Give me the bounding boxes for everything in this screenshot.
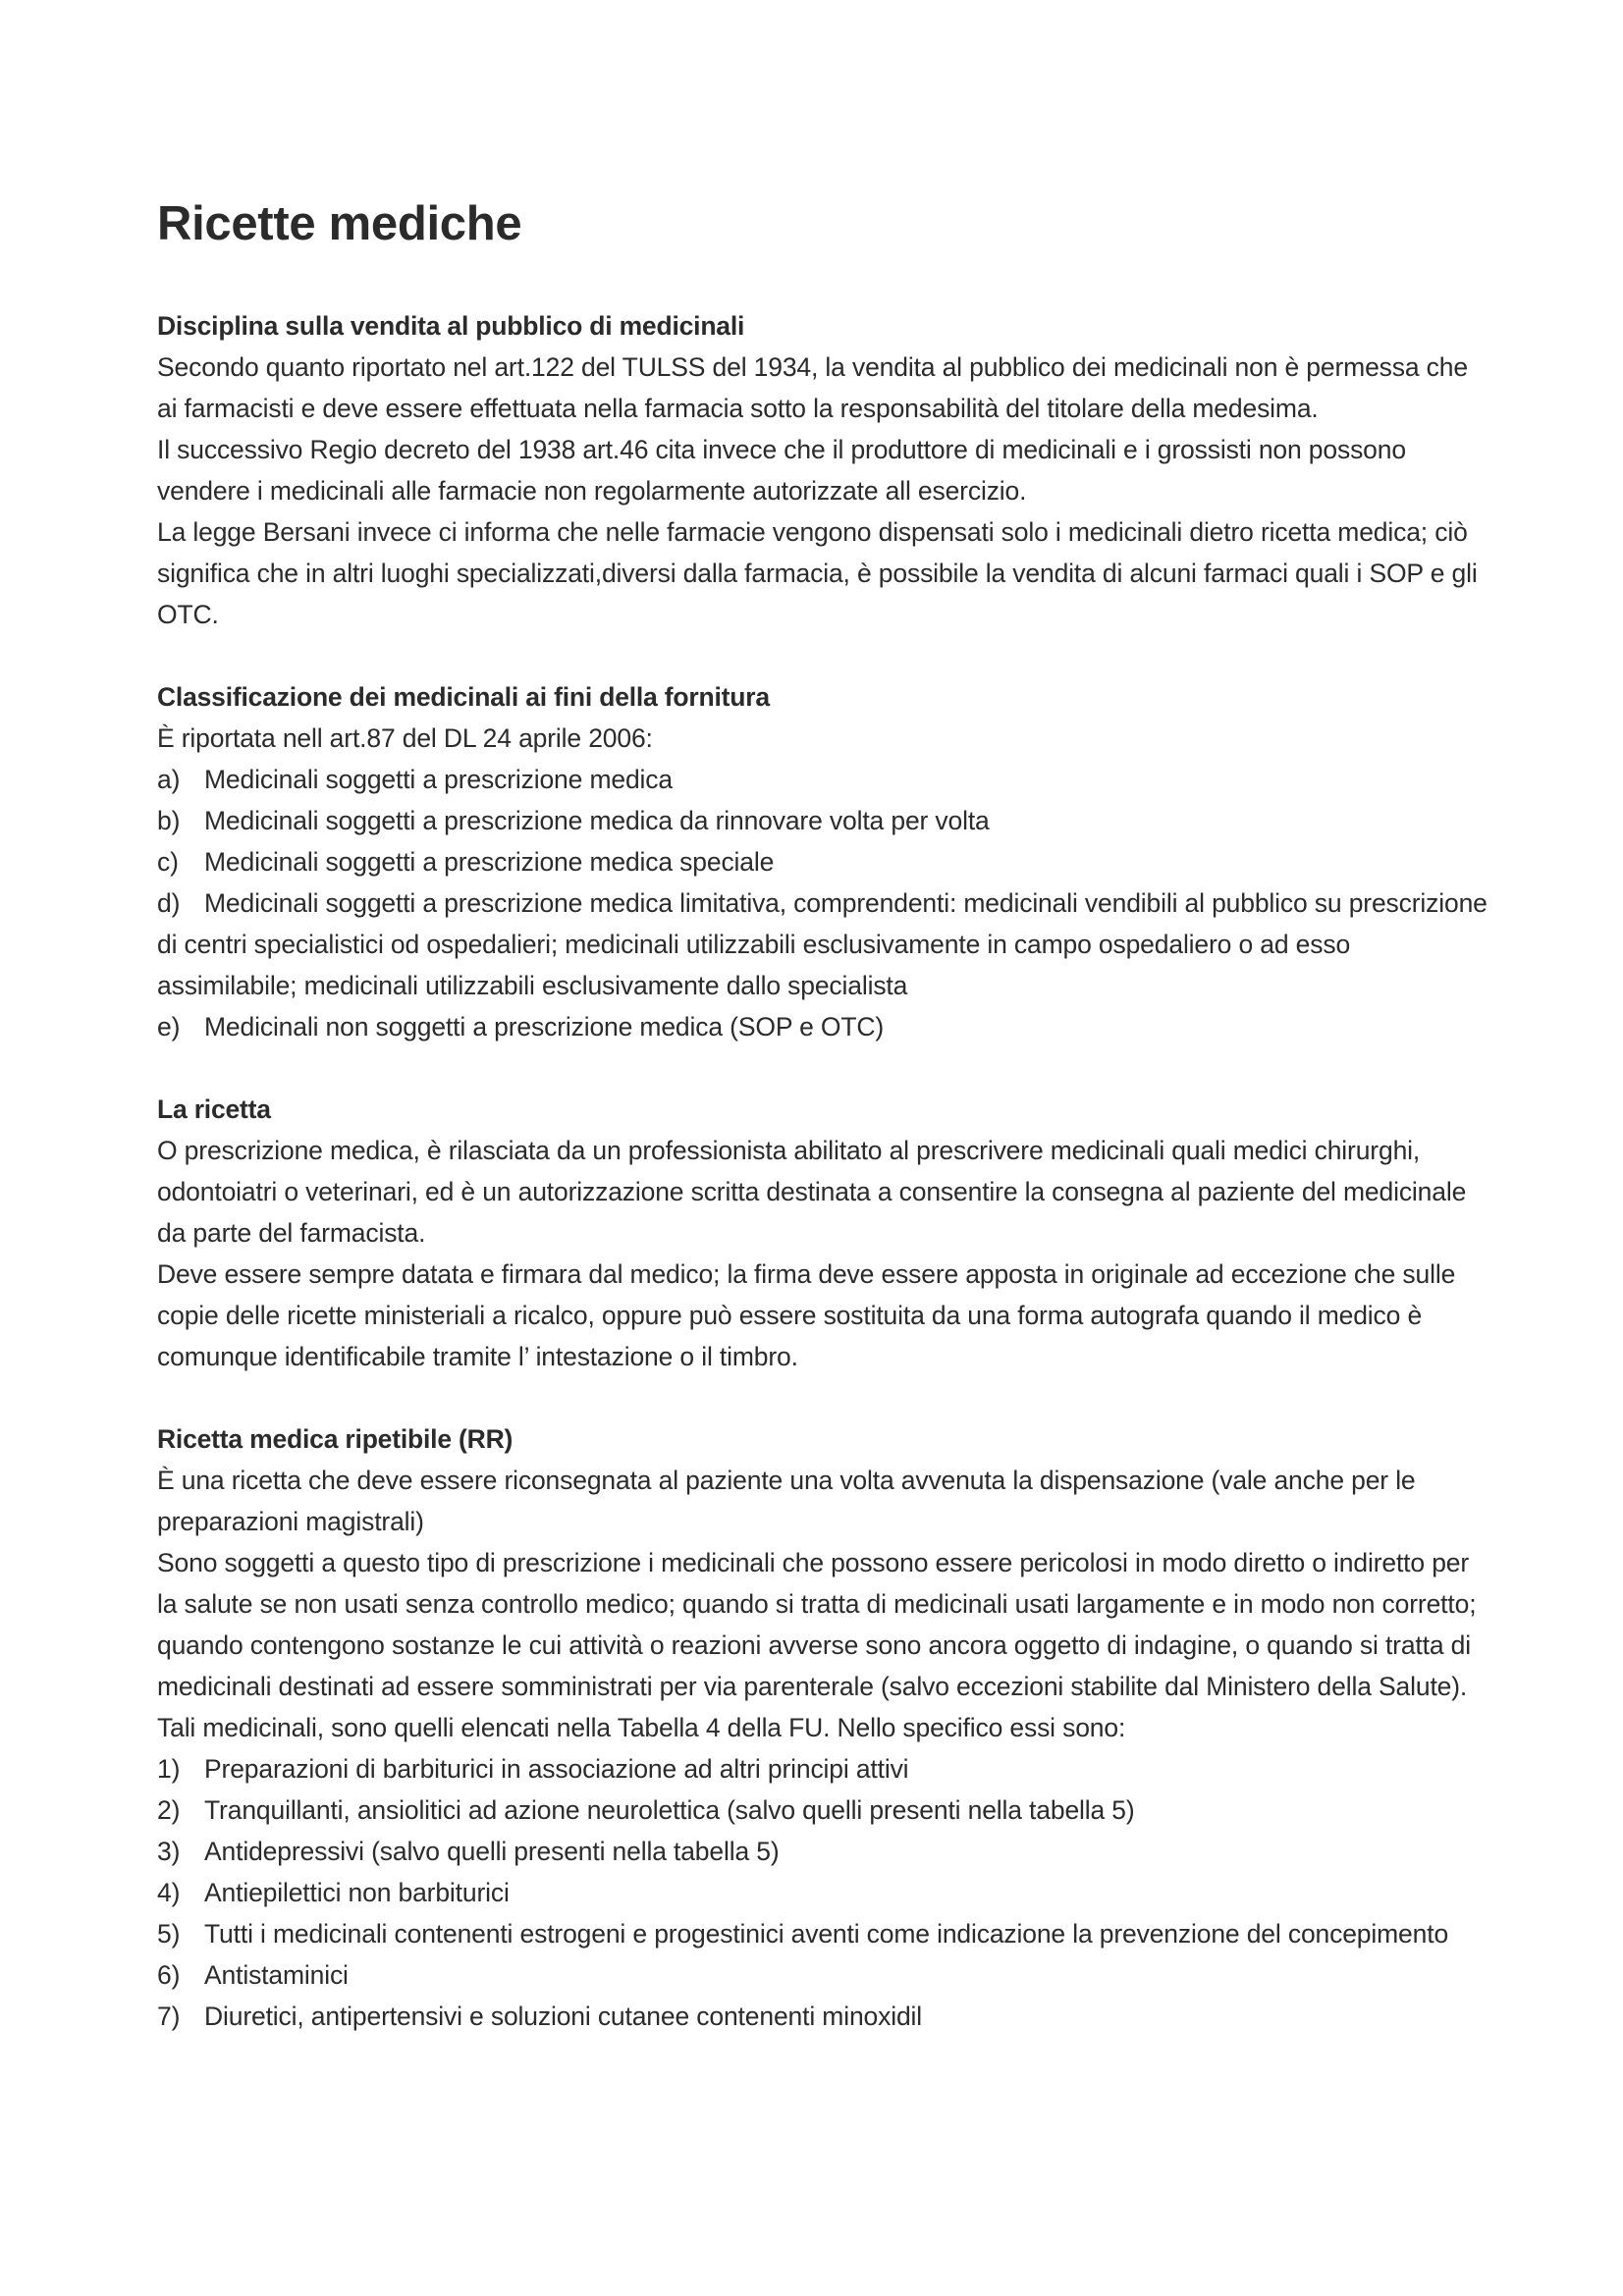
section-ricetta-ripetibile xyxy=(157,1418,1492,2037)
list-item-text: Antistaminici xyxy=(204,1960,349,1990)
paragraph: Secondo quanto riportato nel art.122 del TULSS del 1934, la vendita al pubblico dei medicinali non è permessa che ai farmacisti e deve essere effettuata nella farmacia sotto la responsabilità del titolare della medesima. xyxy=(157,352,1468,423)
list-marker: 2) xyxy=(157,1795,181,1825)
list-item xyxy=(157,1996,1492,2037)
list-item-text: Medicinali soggetti a prescrizione medica limitativa, comprendenti: medicinali vendibili al pubblico su prescrizione di centri specialistici od ospedalieri; medicinali utilizzabili esclusivamente in campo ospedaliero o ad esso assimilabile; medicinali utilizzabili esclusivamente dallo specialista xyxy=(157,888,1488,1000)
paragraph: Il successivo Regio decreto del 1938 art.46 cita invece che il produttore di medicinali e i grossisti non possono vendere i medicinali alle farmacie non regolarmente autorizzate all esercizio. xyxy=(157,435,1406,506)
list-marker: c) xyxy=(157,847,179,877)
paragraph: La legge Bersani invece ci informa che nelle farmacie vengono dispensati solo i medicinali dietro ricetta medica; ciò significa che in altri luoghi specializzati,diversi dalla farmacia, è possibile la vendita di alcuni farmaci quali i SOP e gli OTC. xyxy=(157,517,1478,629)
section-heading: Disciplina sulla vendita al pubblico di medicinali xyxy=(157,311,745,341)
list-marker: 4) xyxy=(157,1878,181,1907)
list-marker: 7) xyxy=(157,2002,181,2031)
list-item-text: Tutti i medicinali contenenti estrogeni e progestinici aventi come indicazione la prevenzione del concepimento xyxy=(204,1919,1449,1949)
list-item-text: Tranquillanti, ansiolitici ad azione neurolettica (salvo quelli presenti nella tabella 5) xyxy=(204,1795,1135,1825)
list-item xyxy=(157,1748,1492,1789)
section-heading: La ricetta xyxy=(157,1095,271,1124)
list-item xyxy=(157,800,1492,841)
list-item xyxy=(157,1831,1492,1872)
list-item xyxy=(157,1789,1492,1831)
list-item-text: Antiepilettici non barbiturici xyxy=(204,1878,510,1907)
list-marker: b) xyxy=(157,806,181,835)
paragraph: Sono soggetti a questo tipo di prescrizione i medicinali che possono essere pericolosi in modo diretto o indiretto per la salute se non usati senza controllo medico; quando si tratta di medicinali usati largamente e in modo non corretto; quando contengono sostanze le cui attività o reazioni avverse sono ancora oggetto di indagine, o quando si tratta di medicinali destinati ad essere somministrati per via parenterale (salvo eccezioni stabilite dal Ministero della Salute). xyxy=(157,1548,1477,1701)
list-item xyxy=(157,759,1492,800)
paragraph: È riportata nell art.87 del DL 24 aprile 2006: xyxy=(157,723,653,753)
list-item-text: Medicinali soggetti a prescrizione medica speciale xyxy=(204,847,775,877)
section-classificazione xyxy=(157,676,1492,1047)
list-item xyxy=(157,1872,1492,1913)
list-item xyxy=(157,1913,1492,1954)
page-title: Ricette mediche xyxy=(157,197,522,250)
list-item-text: Medicinali soggetti a prescrizione medica da rinnovare volta per volta xyxy=(204,806,990,835)
section-heading: Ricetta medica ripetibile (RR) xyxy=(157,1424,514,1454)
list-item-text: Preparazioni di barbiturici in associazione ad altri principi attivi xyxy=(204,1754,909,1784)
paragraph: O prescrizione medica, è rilasciata da un professionista abilitato al prescrivere medicinali quali medici chirurghi, odontoiatri o veterinari, ed è un autorizzazione scritta destinata a consentire la consegna al paziente del medicinale da parte del farmacista. xyxy=(157,1136,1467,1248)
paragraph: Tali medicinali, sono quelli elencati nella Tabella 4 della FU. Nello specifico essi sono: xyxy=(157,1713,1126,1742)
paragraph: Deve essere sempre datata e firmara dal medico; la firma deve essere apposta in originale ad eccezione che sulle copie delle ricette ministeriali a ricalco, oppure può essere sostituita da una forma autografa quando il medico è comunque identificabile tramite l’ intestazione o il timbro. xyxy=(157,1259,1456,1371)
list-marker: e) xyxy=(157,1012,181,1041)
list-item-text: Medicinali non soggetti a prescrizione medica (SOP e OTC) xyxy=(204,1012,885,1041)
list-marker: 6) xyxy=(157,1960,181,1990)
list-item-text: Medicinali soggetti a prescrizione medica xyxy=(204,765,673,794)
list-marker: d) xyxy=(157,888,181,918)
list-item xyxy=(157,1006,1492,1047)
document-page xyxy=(157,192,1492,2078)
section-vendita xyxy=(157,305,1492,635)
list-item xyxy=(157,841,1492,882)
list-marker: 3) xyxy=(157,1837,181,1866)
paragraph: È una ricetta che deve essere riconsegnata al paziente una volta avvenuta la dispensazione (vale anche per le preparazioni magistrali) xyxy=(157,1466,1416,1536)
list-marker: a) xyxy=(157,765,181,794)
section-ricetta xyxy=(157,1089,1492,1377)
list-item-text: Diuretici, antipertensivi e soluzioni cutanee contenenti minoxidil xyxy=(204,2002,923,2031)
list-marker: 1) xyxy=(157,1754,181,1784)
section-heading: Classificazione dei medicinali ai fini della fornitura xyxy=(157,682,770,712)
list-marker: 5) xyxy=(157,1919,181,1949)
list-item xyxy=(157,882,1492,1006)
list-item-text: Antidepressivi (salvo quelli presenti nella tabella 5) xyxy=(204,1837,780,1866)
list-item xyxy=(157,1954,1492,1996)
